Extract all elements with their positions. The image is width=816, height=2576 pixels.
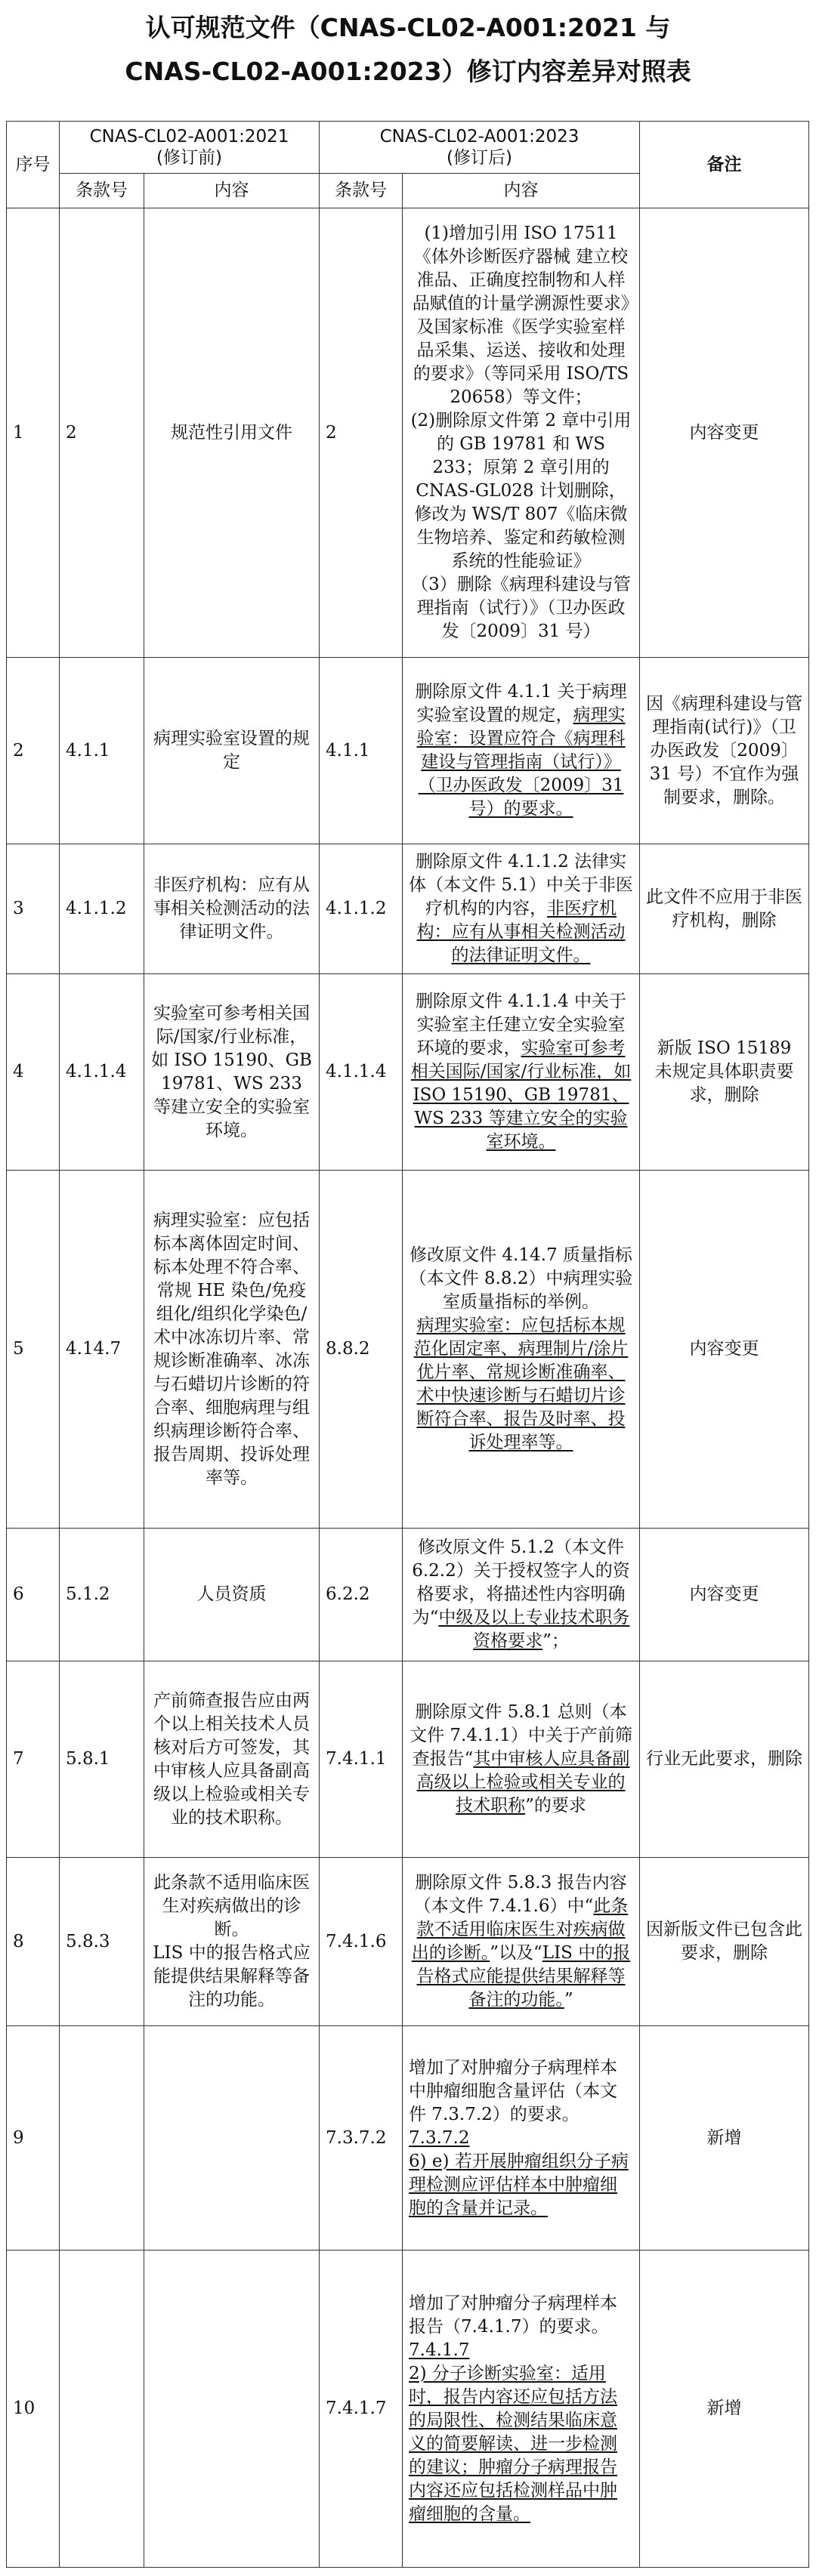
table-row <box>7 1171 809 1529</box>
change-tail: ”的要求 <box>525 1796 586 1816</box>
header-new-version <box>320 122 640 174</box>
change-description: 删除原文件 5.8.1 总则（本文件 7.4.1.1）中关于产前筛查报告“ <box>410 1702 632 1769</box>
row-old-clause: 4.1.1 <box>60 657 144 844</box>
row-old-clause: 5.8.3 <box>60 1858 144 2025</box>
deleted-text: 实验室可参考相关国际/国家/行业标准，如 ISO 15190、GB 19781、WS 233 等建立安全的实验室环境。 <box>410 1038 632 1152</box>
change-description: 删除原文件 5.8.3 报告内容（本文件 7.4.1.6）中“ <box>413 1873 627 1917</box>
row-new-content <box>403 844 640 974</box>
old-version-note: (修订前) <box>156 148 222 168</box>
change-tail: ” <box>564 1990 573 2010</box>
row-old-content: 非医疗机构：应有从事相关检测活动的法律证明文件。 <box>144 844 320 974</box>
row-seq: 7 <box>7 1661 60 1858</box>
row-old-content <box>144 2025 320 2251</box>
row-new-content <box>403 1858 640 2025</box>
row-seq: 6 <box>7 1529 60 1661</box>
change-description: 删除原文件 4.1.1 关于病理实验室设置的规定， <box>415 682 627 726</box>
row-old-content: 病理实验室：应包括标本离体固定时间、标本处理不符合率、常规 HE 染色/免疫组化/组织化学染色/术中冰冻切片率、常规诊断准确率、冰冻与石蜡切片诊断的符合率、细胞病理与组织病理诊断符合率、报告周期、投诉处理率等。 <box>144 1171 320 1529</box>
row-new-clause: 7.4.1.6 <box>320 1858 403 2025</box>
row-seq: 1 <box>7 208 60 658</box>
change-mid: ”以及“ <box>490 1943 542 1964</box>
row-new-content <box>403 2025 640 2251</box>
header-new-content: 内容 <box>403 174 640 208</box>
row-new-clause: 7.4.1.7 <box>320 2251 403 2568</box>
added-clause: 7.4.1.7 <box>409 2340 470 2360</box>
change-description: 修改原文件 5.1.2（本文件 6.2.2）关于授权签字人的资格要求，将描述性内容明确为“ <box>412 1538 630 1628</box>
revised-text: 中级及以上专业技术职务资格要求 <box>438 1608 630 1652</box>
row-old-content: 规范性引用文件 <box>144 208 320 658</box>
new-content-part: （3）删除《病理科建设与管理指南（试行）》（卫办医政发〔2009〕31 号） <box>411 575 631 642</box>
row-remark: 因《病理科建设与管理指南(试行)》（卫办医政发〔2009〕31 号）不宜作为强制要求，删除。 <box>640 657 809 844</box>
table-row <box>7 2251 809 2568</box>
table-row <box>7 208 809 658</box>
deleted-text: 此条款不适用临床医生对疾病做出的诊断。 <box>411 1896 629 1964</box>
row-new-content <box>403 1529 640 1661</box>
added-text: 2) 分子诊断实验室：适用时，报告内容还应包括方法的局限性、检测结果临床意义的简要解读、进一步检测的建议；肿瘤分子病理报告内容还应包括检测样品中肿瘤细胞的含量。 <box>409 2363 617 2524</box>
row-remark: 内容变更 <box>640 1529 809 1661</box>
row-old-content <box>144 2251 320 2568</box>
row-old-clause: 4.1.1.4 <box>60 974 144 1171</box>
row-new-clause: 7.3.7.2 <box>320 2025 403 2251</box>
row-old-clause: 2 <box>60 208 144 658</box>
change-description: 删除原文件 4.1.1.4 中关于实验室主任建立安全实验室环境的要求， <box>415 992 627 1059</box>
table-row <box>7 2025 809 2251</box>
row-new-clause: 4.1.1.4 <box>320 974 403 1171</box>
row-old-clause <box>60 2251 144 2568</box>
row-new-content <box>403 1661 640 1858</box>
row-seq: 2 <box>7 657 60 844</box>
revised-text: 病理实验室：应包括标本规范化固定率、病理制片/涂片优片率、常规诊断准确率、术中快速诊断与石蜡切片诊断符合率、报告及时率、投诉处理率等。 <box>413 1316 629 1453</box>
change-description: 删除原文件 4.1.1.2 法律实体（本文件 5.1）中关于非医疗机构的内容， <box>409 852 633 919</box>
document-title <box>0 0 816 119</box>
row-old-clause <box>60 2025 144 2251</box>
row-new-content <box>403 208 640 658</box>
comparison-table <box>6 121 809 2568</box>
change-description: 增加了对肿瘤分子病理样本中肿瘤细胞含量评估（本文件 7.3.7.2）的要求。 <box>409 2057 617 2124</box>
table-row <box>7 1858 809 2025</box>
change-description: 增加了对肿瘤分子病理样本报告（7.4.1.7）的要求。 <box>409 2293 617 2337</box>
header-remark: 备注 <box>640 122 809 208</box>
header-old-content: 内容 <box>144 174 320 208</box>
row-new-content <box>403 974 640 1171</box>
row-new-clause: 2 <box>320 208 403 658</box>
row-remark: 此文件不应用于非医疗机构，删除 <box>640 844 809 974</box>
row-old-clause: 5.8.1 <box>60 1661 144 1858</box>
row-new-content <box>403 657 640 844</box>
table-row <box>7 657 809 844</box>
row-seq: 5 <box>7 1171 60 1529</box>
row-old-content: 产前筛查报告应由两个以上相关技术人员核对后方可签发，其中审核人应具备副高级以上检验或相关专业的技术职称。 <box>144 1661 320 1858</box>
row-old-clause: 4.1.1.2 <box>60 844 144 974</box>
deleted-text: 其中审核人应具备副高级以上检验或相关专业的技术职称 <box>416 1749 630 1816</box>
title-line-1: 认可规范文件（CNAS-CL02-A001:2021 与 <box>145 13 671 42</box>
header-seq: 序号 <box>7 122 60 208</box>
row-new-content <box>403 2251 640 2568</box>
change-tail: ”； <box>542 1631 569 1652</box>
row-seq: 3 <box>7 844 60 974</box>
row-remark: 行业无此要求，删除 <box>640 1661 809 1858</box>
row-remark: 新版 ISO 15189 未规定具体职责要求，删除 <box>640 974 809 1171</box>
row-old-content: 此条款不适用临床医生对疾病做出的诊断。 LIS 中的报告格式应能提供结果解释等备注的功能。 <box>144 1858 320 2025</box>
row-old-clause: 5.1.2 <box>60 1529 144 1661</box>
table-row <box>7 844 809 974</box>
header-old-version <box>60 122 320 174</box>
change-description: 修改原文件 4.14.7 质量指标（本文件 8.8.2）中病理实验室质量指标的举例。 <box>409 1245 633 1313</box>
row-new-content <box>403 1171 640 1529</box>
row-new-clause: 7.4.1.1 <box>320 1661 403 1858</box>
row-new-clause: 4.1.1.2 <box>320 844 403 974</box>
row-old-content: 实验室可参考相关国际/国家/行业标准，如 ISO 15190、GB 19781、WS 233 等建立安全的实验室环境。 <box>144 974 320 1171</box>
title-line-2: CNAS-CL02-A001:2023）修订内容差异对照表 <box>125 57 691 86</box>
row-old-content: 人员资质 <box>144 1529 320 1661</box>
row-seq: 8 <box>7 1858 60 2025</box>
header-old-clause: 条款号 <box>60 174 144 208</box>
table-row <box>7 1661 809 1858</box>
old-version-code: CNAS-CL02-A001:2021 <box>89 127 289 147</box>
deleted-text: LIS 中的报告格式应能提供结果解释等备注的功能。 <box>416 1943 631 2010</box>
row-new-clause: 4.1.1 <box>320 657 403 844</box>
row-old-clause: 4.14.7 <box>60 1171 144 1529</box>
row-seq: 4 <box>7 974 60 1171</box>
new-version-note: (修订后) <box>447 148 512 168</box>
header-new-clause: 条款号 <box>320 174 403 208</box>
new-content-part: (2)删除原文件第 2 章中引用的 GB 19781 和 WS 233；原第 2 章引用的 CNAS-GL028 计划删除，修改为 WS/T 807《临床微生物培养、鉴定和药敏检测系统的性能验证》 <box>410 411 632 572</box>
new-content-part: (1)增加引用 ISO 17511《体外诊断医疗器械 建立校准品、正确度控制物和人样品赋值的计量学溯源性要求》及国家标准《医学实验室样品采集、运送、接收和处理的要求》（等同采用 ISO/TS 20658）等文件； <box>412 224 630 408</box>
deleted-text: 非医疗机构：应有从事相关检测活动的法律证明文件。 <box>416 899 626 966</box>
table-row <box>7 1529 809 1661</box>
row-seq: 9 <box>7 2025 60 2251</box>
row-new-clause: 8.8.2 <box>320 1171 403 1529</box>
row-seq: 10 <box>7 2251 60 2568</box>
row-new-clause: 6.2.2 <box>320 1529 403 1661</box>
new-version-code: CNAS-CL02-A001:2023 <box>379 127 580 147</box>
row-remark: 内容变更 <box>640 1171 809 1529</box>
deleted-text: 病理实验室：设置应符合《病理科建设与管理指南（试行）》（卫办医政发〔2009〕31 号）的要求。 <box>416 705 626 819</box>
row-remark: 内容变更 <box>640 208 809 658</box>
row-remark: 新增 <box>640 2025 809 2251</box>
row-remark: 新增 <box>640 2251 809 2568</box>
row-old-content: 病理实验室设置的规定 <box>144 657 320 844</box>
row-remark: 因新版文件已包含此要求，删除 <box>640 1858 809 2025</box>
added-text: 6) e) 若开展肿瘤组织分子病理检测应评估样本中肿瘤细胞的含量并记录。 <box>409 2151 629 2218</box>
added-clause: 7.3.7.2 <box>409 2127 470 2148</box>
table-row <box>7 974 809 1171</box>
